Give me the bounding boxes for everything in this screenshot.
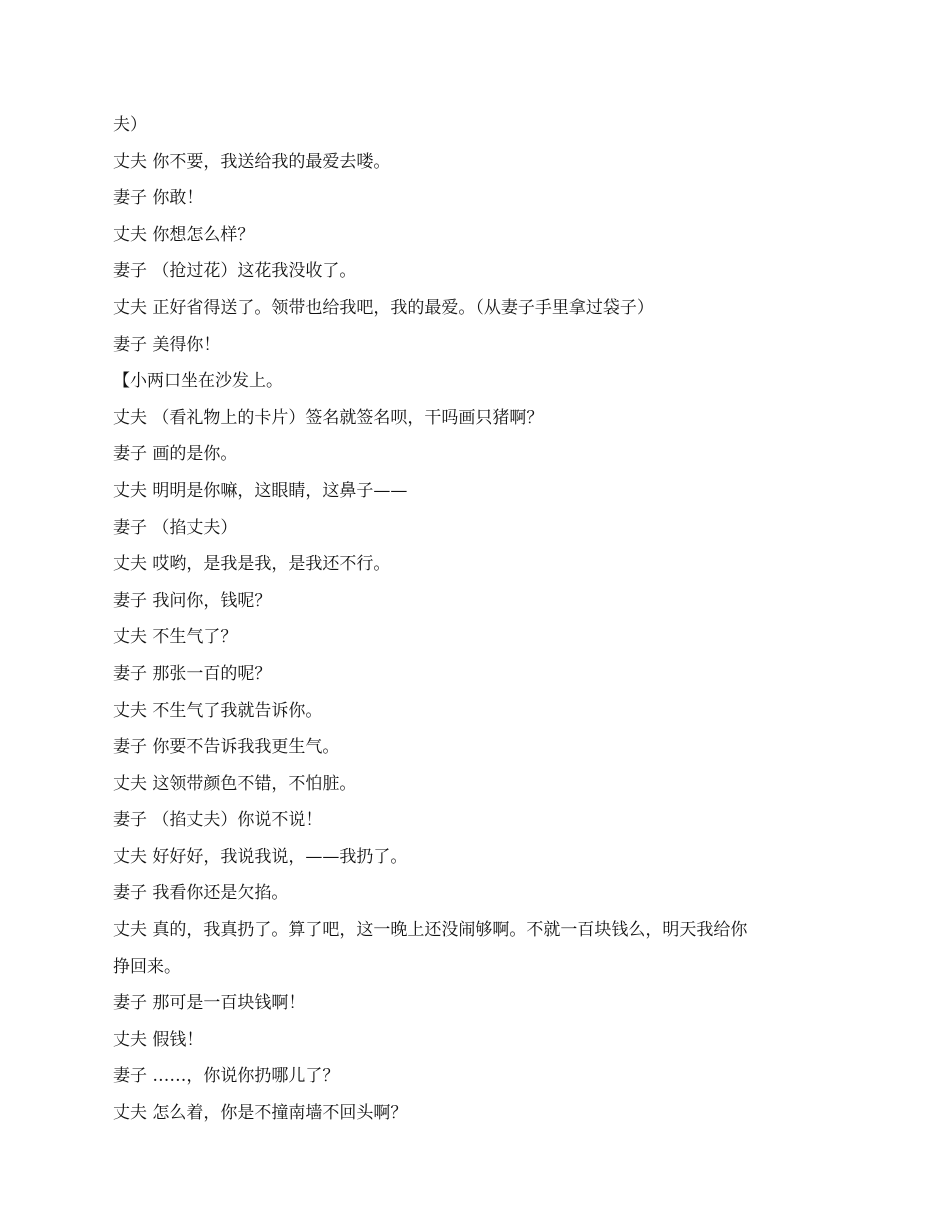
text-line: 丈夫 这领带颜色不错，不怕脏。 xyxy=(113,773,357,794)
text-line: 妻子 我问你，钱呢？ xyxy=(113,590,272,611)
text-line: 妻子 美得你！ xyxy=(113,334,221,355)
text-line: 丈夫 你不要，我送给我的最爱去喽。 xyxy=(113,151,391,172)
text-line: 妻子 （抢过花）这花我没收了。 xyxy=(113,261,357,282)
text-line: 妻子 我看你还是欠掐。 xyxy=(113,883,289,904)
text-line: 丈夫 （看礼物上的卡片）签名就签名呗，干吗画只猪啊？ xyxy=(113,407,544,428)
text-line: 丈夫 好好好，我说我说，——我扔了。 xyxy=(113,846,408,867)
text-line: 妻子 ……，你说你扔哪儿了？ xyxy=(113,1066,340,1087)
text-line: 丈夫 正好省得送了。领带也给我吧，我的最爱。（从妻子手里拿过袋子） xyxy=(113,297,654,318)
text-line: 丈夫 真的，我真扔了。算了吧，这一晚上还没闹够啊。不就一百块钱么，明天我给你 xyxy=(113,920,748,941)
text-line: 妻子 （掐丈夫）你说不说！ xyxy=(113,810,323,831)
text-line: 妻子 那可是一百块钱啊！ xyxy=(113,993,306,1014)
script-text-body xyxy=(113,107,833,1132)
text-line: 丈夫 怎么着，你是不撞南墙不回头啊？ xyxy=(113,1103,408,1124)
text-line: 丈夫 你想怎么样？ xyxy=(113,224,255,245)
text-line: 妻子 画的是你。 xyxy=(113,444,238,465)
text-line: 妻子 你敢！ xyxy=(113,188,204,209)
text-line: 妻子 你要不告诉我我更生气。 xyxy=(113,737,340,758)
text-line: 丈夫 明明是你嘛，这眼睛，这鼻子—— xyxy=(113,480,408,501)
text-line: 挣回来。 xyxy=(113,956,181,977)
text-line: 夫） xyxy=(113,115,147,135)
text-line: 丈夫 不生气了我就告诉你。 xyxy=(113,700,323,721)
text-line: 妻子 （掐丈夫） xyxy=(113,517,238,538)
stage-direction-line: 【小两口坐在沙发上。 xyxy=(113,371,283,392)
text-line: 丈夫 不生气了？ xyxy=(113,627,238,648)
text-line: 丈夫 哎哟，是我是我，是我还不行。 xyxy=(113,554,391,575)
text-line: 妻子 那张一百的呢？ xyxy=(113,663,272,684)
text-line: 丈夫 假钱！ xyxy=(113,1029,204,1050)
